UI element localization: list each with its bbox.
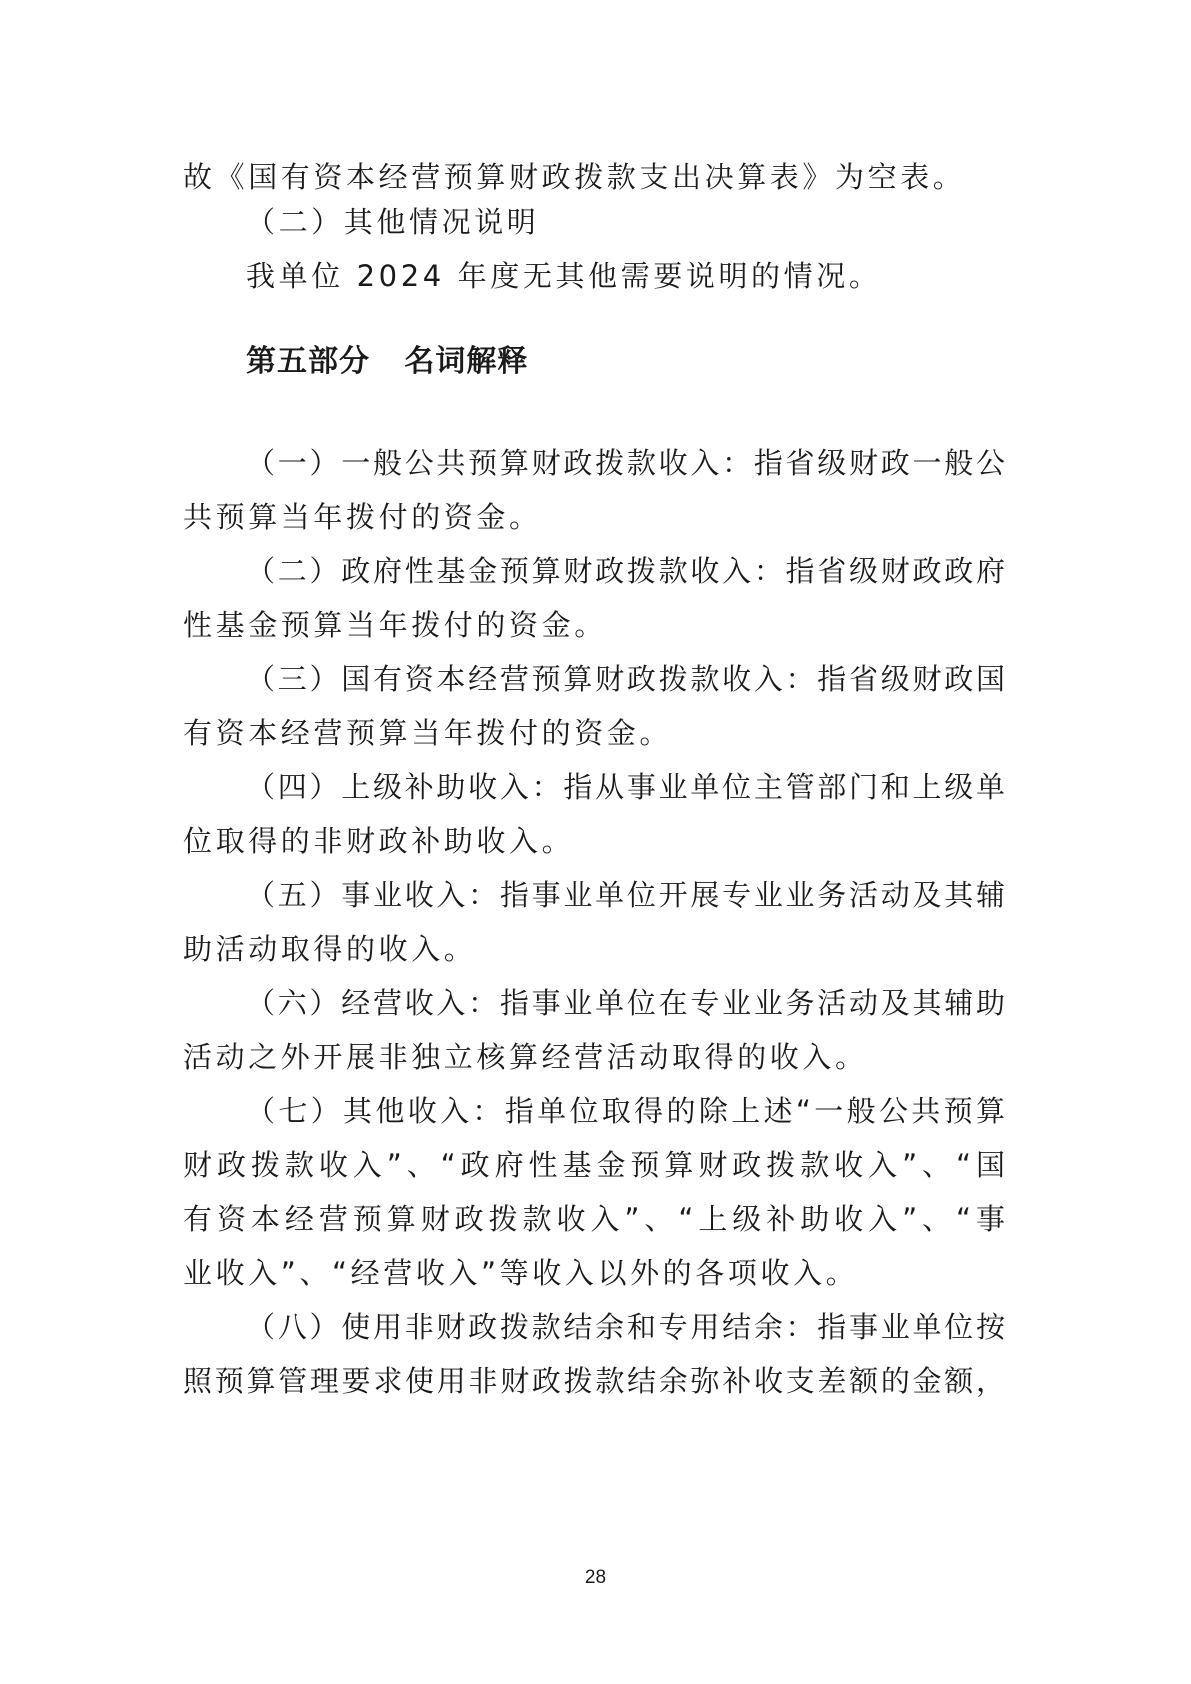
glossary-line: （六）经营收入：指事业单位在专业业务活动及其辅助 [246, 986, 1005, 1020]
glossary-line: 性基金预算当年拨付的资金。 [183, 608, 607, 642]
glossary-line: （八）使用非财政拨款结余和专用结余：指事业单位按 [246, 1310, 1005, 1344]
body-text-line: 故《国有资本经营预算财政拨款支出决算表》为空表。 [183, 160, 966, 194]
glossary-line: 活动之外开展非独立核算经营活动取得的收入。 [183, 1040, 868, 1074]
glossary-line: 位取得的非财政补助收入。 [183, 824, 575, 858]
glossary-line: 有资本经营预算财政拨款收入”、“上级补助收入”、“事 [183, 1202, 1005, 1236]
glossary-line: 财政拨款收入”、“政府性基金预算财政拨款收入”、“国 [183, 1148, 1005, 1182]
page-number: 28 [584, 1567, 607, 1588]
section-heading: 第五部分 名词解释 [246, 344, 529, 379]
glossary-line: 照预算管理要求使用非财政拨款结余弥补收支差额的金额， [183, 1364, 1005, 1398]
body-text-line: 我单位 2024 年度无其他需要说明的情况。 [246, 259, 882, 293]
glossary-line: （四）上级补助收入：指从事业单位主管部门和上级单 [246, 770, 1005, 804]
glossary-line: 共预算当年拨付的资金。 [183, 500, 542, 534]
glossary-line: 有资本经营预算当年拨付的资金。 [183, 716, 673, 750]
glossary-line: 业收入”、“经营收入”等收入以外的各项收入。 [183, 1256, 859, 1290]
subsection-heading: （二）其他情况说明 [246, 205, 540, 239]
glossary-line: （七）其他收入：指单位取得的除上述“一般公共预算 [246, 1094, 1005, 1128]
glossary-line: 助活动取得的收入。 [183, 932, 477, 966]
glossary-line: （五）事业收入：指事业单位开展专业业务活动及其辅 [246, 878, 1005, 912]
glossary-line: （二）政府性基金预算财政拨款收入：指省级财政政府 [246, 554, 1005, 588]
glossary-line: （三）国有资本经营预算财政拨款收入：指省级财政国 [246, 662, 1005, 696]
glossary-line: （一）一般公共预算财政拨款收入：指省级财政一般公 [246, 446, 1005, 480]
